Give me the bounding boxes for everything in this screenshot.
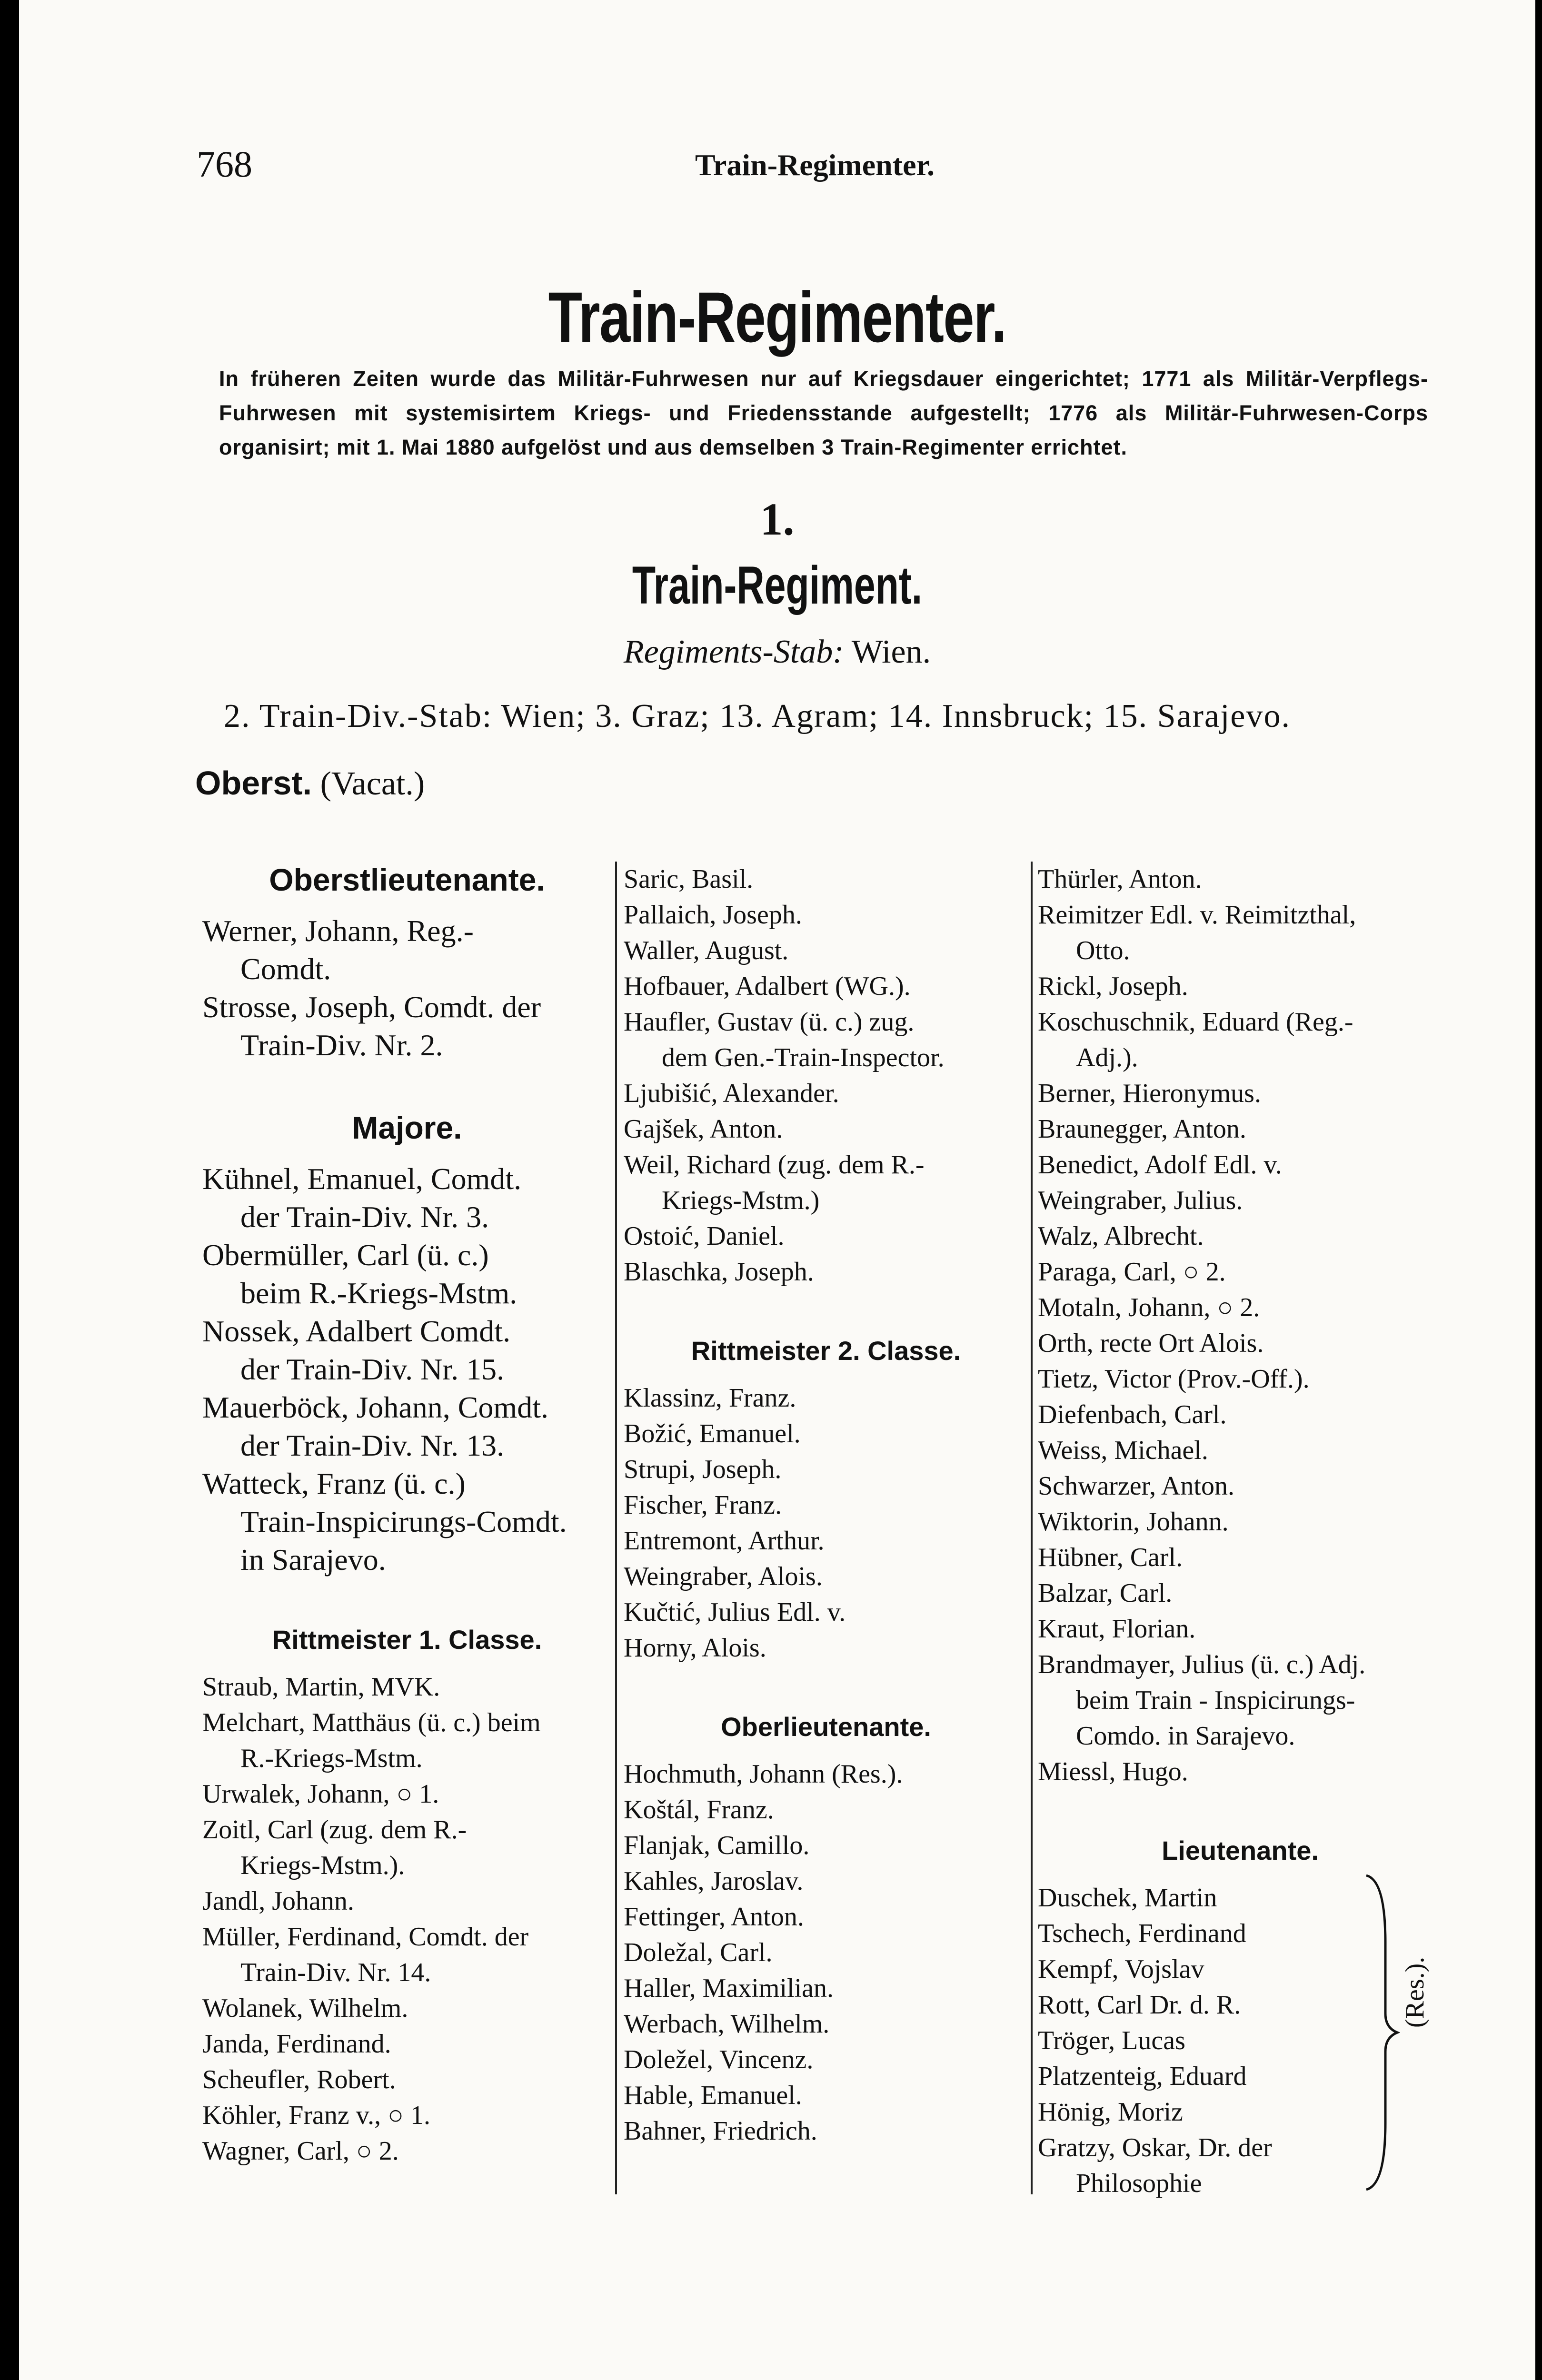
column-divider [615, 862, 617, 2194]
list-item: Watteck, Franz (ü. c.) [202, 1467, 466, 1500]
list-item: Benedict, Adolf Edl. v. [1038, 1150, 1282, 1180]
oberst-line [195, 764, 425, 803]
list-item: Kempf, Vojslav [1038, 1954, 1204, 1984]
list-item: Balzar, Carl. [1038, 1578, 1173, 1608]
list-item-continuation: Philosophie [1076, 2169, 1202, 2198]
section-heading: Lieutenante. [1162, 1835, 1319, 1865]
list-item-continuation: Train-Inspicirungs-Comdt. [240, 1505, 567, 1538]
list-item-continuation: Adj.). [1076, 1043, 1138, 1072]
document-page [19, 0, 1535, 2380]
entry-list [202, 1669, 612, 2169]
list-item: Werbach, Wilhelm. [624, 2009, 830, 2039]
list-item: Janda, Ferdinand. [202, 2029, 391, 2059]
list-item: Straub, Martin, MVK. [202, 1672, 440, 1702]
list-item: Blaschka, Joseph. [624, 1257, 814, 1287]
list-item: Strupi, Joseph. [624, 1455, 782, 1484]
list-item: Orth, recte Ort Alois. [1038, 1329, 1264, 1358]
list-item-continuation: beim Train - Inspicirungs- [1076, 1686, 1355, 1715]
intro-paragraph: In früheren Zeiten wurde das Militär-Fuhrwesen nur auf Kriegsdauer eingerichtet; 1771 als Militär-Verpflegs-Fuhrwesen mit systemisirtem Kriegs- und Friedensstande aufgestellt; 1776 als Militär-Fuhrwesen-Corps organisirt; mit 1. Mai 1880 aufgelöst und aus demselben 3 Train-Regimenter errichtet. [219, 367, 1428, 459]
list-item: Gajšek, Anton. [624, 1114, 783, 1144]
list-item-continuation: der Train-Div. Nr. 15. [240, 1352, 505, 1386]
list-item: Urwalek, Johann, ○ 1. [202, 1779, 439, 1809]
list-item-continuation: Kriegs-Mstm.). [240, 1851, 405, 1880]
list-item: Diefenbach, Carl. [1038, 1400, 1227, 1429]
list-item: Schwarzer, Anton. [1038, 1471, 1234, 1501]
list-item-continuation: in Sarajevo. [240, 1543, 386, 1577]
entry-list [624, 1756, 1028, 2149]
stab-label: Regiments-Stab: [623, 634, 844, 670]
list-item: Entremont, Arthur. [624, 1526, 825, 1556]
list-item: Paraga, Carl, ○ 2. [1038, 1257, 1226, 1287]
list-item: Obermüller, Carl (ü. c.) [202, 1238, 489, 1272]
list-item: Pallaich, Joseph. [624, 900, 802, 930]
reserve-brace [1362, 1871, 1400, 2194]
list-item: Weil, Richard (zug. dem R.- [624, 1150, 925, 1180]
list-item: Jandl, Johann. [202, 1886, 354, 1916]
list-item: Braunegger, Anton. [1038, 1114, 1246, 1144]
list-item: Rott, Carl Dr. d. R. [1038, 1990, 1241, 2020]
list-item: Miessl, Hugo. [1038, 1757, 1188, 1786]
list-item: Hofbauer, Adalbert (WG.). [624, 972, 911, 1001]
list-item-continuation: dem Gen.-Train-Inspector. [662, 1043, 945, 1072]
list-item: Saric, Basil. [624, 864, 754, 894]
list-item: Gratzy, Oskar, Dr. der [1038, 2133, 1272, 2162]
list-item-continuation: Train-Div. Nr. 14. [240, 1958, 431, 1987]
list-item: Božić, Emanuel. [624, 1419, 801, 1448]
list-item: Müller, Ferdinand, Comdt. der [202, 1922, 529, 1952]
list-item: Platzenteig, Eduard [1038, 2062, 1247, 2091]
entry-list [202, 912, 612, 1064]
list-item: Hochmuth, Johann (Res.). [624, 1759, 903, 1789]
list-item-continuation: Otto. [1076, 936, 1130, 965]
list-item: Wiktorin, Johann. [1038, 1507, 1229, 1537]
column-divider [1031, 862, 1033, 2194]
list-item: Waller, August. [624, 936, 789, 965]
list-item-continuation: beim R.-Kriegs-Mstm. [240, 1276, 517, 1310]
list-item: Kühnel, Emanuel, Comdt. [202, 1162, 522, 1196]
stab-place: Wien. [851, 634, 931, 670]
list-item: Köhler, Franz v., ○ 1. [202, 2101, 430, 2130]
list-item: Wolanek, Wilhelm. [202, 1993, 408, 2023]
list-item-continuation: R.-Kriegs-Mstm. [240, 1744, 423, 1773]
list-item-continuation: der Train-Div. Nr. 3. [240, 1200, 489, 1234]
list-item: Koschuschnik, Eduard (Reg.- [1038, 1007, 1353, 1037]
section-heading: Oberstlieutenante. [269, 862, 545, 897]
section-heading: Rittmeister 2. Classe. [691, 1336, 961, 1366]
entry-list [624, 862, 1028, 1290]
list-item: Weingraber, Julius. [1038, 1186, 1243, 1215]
list-item: Haller, Maximilian. [624, 1973, 834, 2003]
list-item: Bahner, Friedrich. [624, 2116, 817, 2146]
regiment-title: Train-Regiment. [632, 555, 923, 615]
list-item: Klassinz, Franz. [624, 1383, 796, 1413]
list-item: Melchart, Matthäus (ü. c.) beim [202, 1708, 541, 1737]
list-item: Nossek, Adalbert Comdt. [202, 1314, 511, 1348]
entry-list [624, 1380, 1028, 1666]
list-item: Scheufler, Robert. [202, 2065, 396, 2094]
section-heading: Oberlieutenante. [721, 1712, 931, 1742]
list-item: Ostoić, Daniel. [624, 1221, 785, 1251]
list-item: Tröger, Lucas [1038, 2026, 1185, 2055]
list-item: Horny, Alois. [624, 1633, 766, 1663]
list-item: Doležel, Vincenz. [624, 2045, 814, 2074]
oberst-value: (Vacat.) [320, 765, 425, 802]
section-heading: Majore. [352, 1110, 462, 1145]
page-number: 768 [197, 143, 252, 185]
regiment-stab [19, 633, 1535, 671]
list-item: Walz, Albrecht. [1038, 1221, 1204, 1251]
list-item-continuation: Kriegs-Mstm.) [662, 1186, 820, 1215]
list-item-continuation: Comdo. in Sarajevo. [1076, 1721, 1295, 1751]
list-item: Ljubišić, Alexander. [624, 1079, 839, 1108]
list-item: Kahles, Jaroslav. [624, 1866, 804, 1896]
list-item: Reimitzer Edl. v. Reimitzthal, [1038, 900, 1356, 930]
list-item: Haufler, Gustav (ü. c.) zug. [624, 1007, 915, 1037]
list-item: Rickl, Joseph. [1038, 972, 1188, 1001]
list-item: Weiss, Michael. [1038, 1436, 1208, 1465]
list-item: Kučtić, Julius Edl. v. [624, 1597, 846, 1627]
list-item: Weingraber, Alois. [624, 1562, 823, 1591]
list-item: Zoitl, Carl (zug. dem R.- [202, 1815, 467, 1844]
list-item: Doležal, Carl. [624, 1938, 773, 1967]
list-item: Koštál, Franz. [624, 1795, 774, 1825]
running-title: Train-Regimenter. [695, 148, 935, 182]
reserve-label: (Res.). [1400, 1956, 1430, 2028]
column-1 [202, 862, 612, 2169]
regiment-number: 1. [760, 494, 795, 545]
list-item: Berner, Hieronymus. [1038, 1079, 1261, 1108]
list-item: Strosse, Joseph, Comdt. der [202, 990, 541, 1024]
list-item: Motaln, Johann, ○ 2. [1038, 1293, 1260, 1322]
list-item: Fischer, Franz. [624, 1490, 782, 1520]
list-item: Thürler, Anton. [1038, 864, 1202, 894]
list-item-continuation: Comdt. [240, 952, 331, 986]
column-2 [624, 862, 1028, 2149]
list-item: Werner, Johann, Reg.- [202, 914, 474, 948]
page-title: Train-Regimenter. [548, 277, 1006, 357]
list-item: Hönig, Moriz [1038, 2097, 1183, 2127]
list-item: Tietz, Victor (Prov.-Off.). [1038, 1364, 1310, 1394]
list-item: Kraut, Florian. [1038, 1614, 1196, 1644]
section-heading: Rittmeister 1. Classe. [272, 1625, 542, 1655]
list-item: Duschek, Martin [1038, 1883, 1217, 1913]
entry-list [202, 1160, 612, 1579]
division-stab-line: 2. Train-Div.-Stab: Wien; 3. Graz; 13. Agram; 14. Innsbruck; 15. Sarajevo. [224, 698, 1291, 734]
list-item: Brandmayer, Julius (ü. c.) Adj. [1038, 1650, 1366, 1679]
list-item: Wagner, Carl, ○ 2. [202, 2136, 399, 2166]
list-item: Fettinger, Anton. [624, 1902, 804, 1932]
list-item: Hable, Emanuel. [624, 2081, 802, 2110]
list-item-continuation: Train-Div. Nr. 2. [240, 1028, 443, 1062]
entry-list [1038, 862, 1443, 1790]
list-item-continuation: der Train-Div. Nr. 13. [240, 1428, 505, 1462]
list-item: Mauerböck, Johann, Comdt. [202, 1390, 548, 1424]
list-item: Tschech, Ferdinand [1038, 1919, 1246, 1948]
list-item: Flanjak, Camillo. [624, 1831, 810, 1860]
oberst-label: Oberst. [195, 764, 312, 802]
list-item: Hübner, Carl. [1038, 1543, 1183, 1572]
